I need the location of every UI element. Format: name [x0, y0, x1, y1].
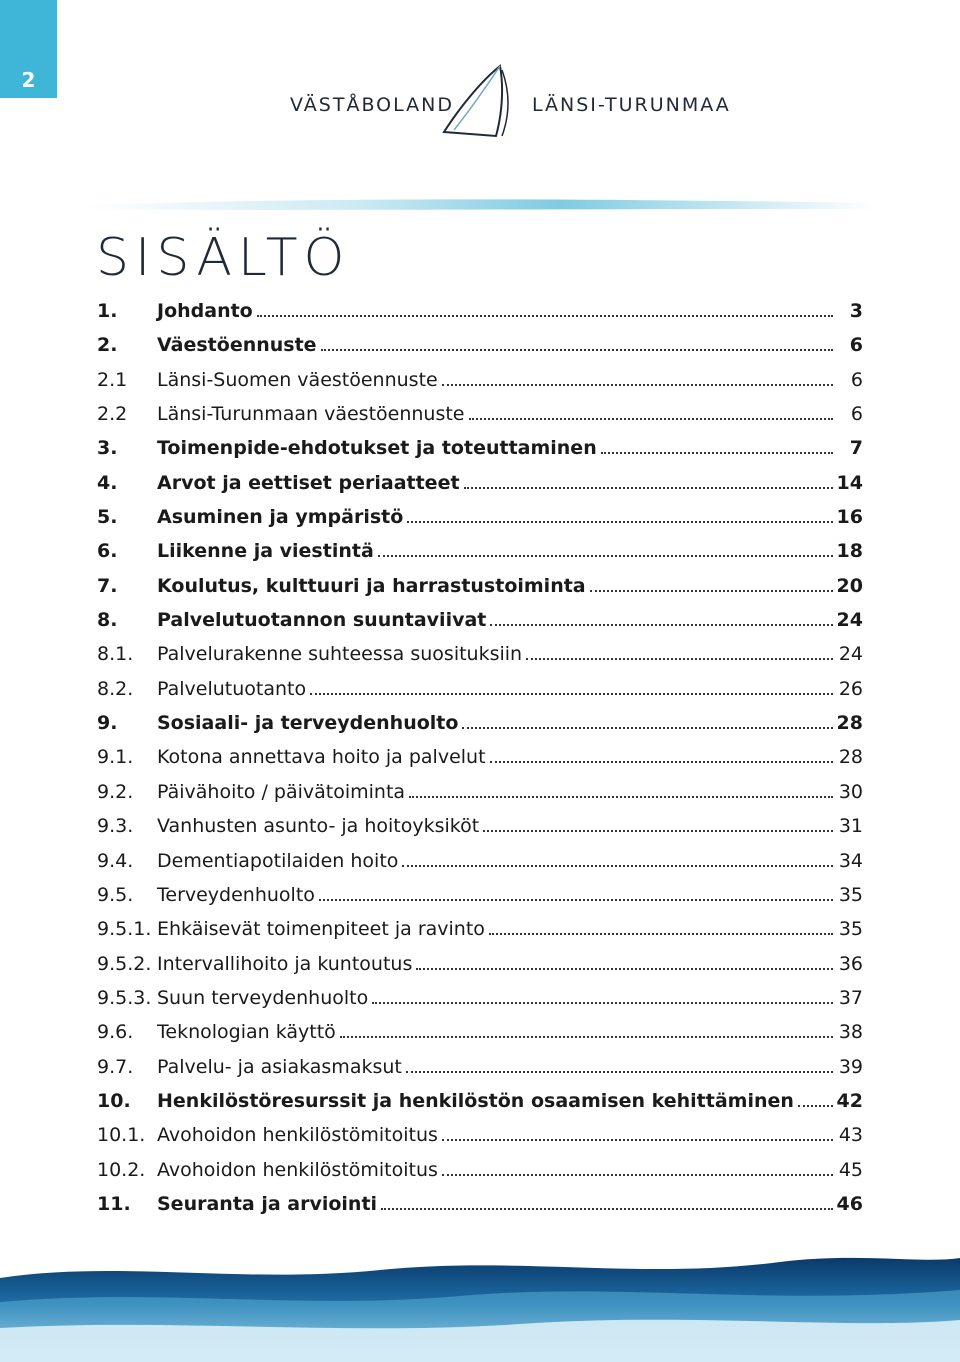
toc-entry-number: 4.	[97, 471, 118, 494]
toc-entry-label: Dementiapotilaiden hoito	[157, 849, 399, 872]
page-number: 2	[21, 68, 36, 92]
toc-entry-number: 9.7.	[97, 1055, 134, 1078]
toc-entry-page: 6	[850, 368, 863, 391]
toc-entry[interactable]	[97, 363, 863, 397]
toc-leader-dots	[442, 1174, 833, 1176]
toc-entry[interactable]	[97, 809, 863, 843]
toc-entry-page: 39	[838, 1055, 863, 1078]
toc-entry-number: 9.5.1.	[97, 918, 152, 941]
toc-leader-dots	[378, 555, 833, 557]
toc-entry-number: 6.	[97, 540, 118, 563]
toc-entry-page: 6	[850, 403, 863, 426]
toc-entry-label: Arvot ja eettiset periaatteet	[157, 471, 460, 494]
toc-entry-number: 9.	[97, 712, 118, 735]
toc-entry-page: 34	[838, 849, 863, 872]
toc-entry-page: 43	[838, 1124, 863, 1147]
toc-entry-page: 16	[836, 506, 863, 529]
toc-entry-number: 9.5.3.	[97, 986, 152, 1009]
toc-entry[interactable]	[97, 1050, 863, 1084]
toc-entry[interactable]	[97, 912, 863, 946]
toc-entry-page: 26	[838, 677, 863, 700]
toc-entry-number: 9.1.	[97, 746, 134, 769]
toc-entry-label: Palvelu- ja asiakasmaksut	[157, 1055, 402, 1078]
toc-entry-number: 9.3.	[97, 815, 134, 838]
toc-entry-number: 9.5.	[97, 883, 134, 906]
toc-entry-number: 1.	[97, 300, 118, 322]
toc-entry-number: 10.	[97, 1089, 131, 1112]
toc-leader-dots	[590, 590, 833, 592]
page-title: SISÄLTÖ	[96, 228, 351, 288]
toc-entry-number: 8.1.	[97, 643, 134, 666]
bottom-wave-decoration	[0, 1240, 960, 1362]
toc-leader-dots	[372, 1002, 833, 1004]
toc-entry-page: 3	[849, 300, 863, 322]
toc-entry[interactable]	[97, 1118, 863, 1152]
toc-entry[interactable]	[97, 844, 863, 878]
toc-leader-dots	[321, 349, 833, 351]
toc-entry-label: Vanhusten asunto- ja hoitoyksiköt	[157, 815, 480, 838]
toc-leader-dots	[340, 1036, 833, 1038]
toc-entry-label: Intervallihoito ja kuntoutus	[157, 952, 413, 975]
toc-entry[interactable]	[97, 603, 863, 637]
toc-entry[interactable]	[97, 672, 863, 706]
toc-entry-label: Suun terveydenhuolto	[157, 986, 369, 1009]
toc-entry-label: Asuminen ja ympäristö	[157, 506, 404, 529]
logo-text-swedish: VÄSTÅBOLAND	[290, 94, 454, 116]
toc-leader-dots	[319, 899, 833, 901]
toc-entry[interactable]	[97, 1153, 863, 1187]
toc-entry-number: 2.2	[97, 403, 128, 426]
toc-entry-page: 28	[836, 712, 863, 735]
toc-entry-number: 10.2.	[97, 1158, 146, 1181]
toc-entry-label: Teknologian käyttö	[157, 1021, 336, 1044]
toc-entry[interactable]	[97, 775, 863, 809]
toc-entry[interactable]	[97, 947, 863, 981]
toc-leader-dots	[483, 830, 833, 832]
toc-entry-page: 36	[838, 952, 863, 975]
toc-entry-number: 9.5.2.	[97, 952, 152, 975]
toc-entry-page: 6	[849, 334, 863, 357]
toc-entry[interactable]	[97, 1187, 863, 1221]
toc-entry-label: Avohoidon henkilöstömitoitus	[157, 1158, 438, 1181]
toc-leader-dots	[310, 693, 833, 695]
toc-entry-number: 11.	[97, 1192, 131, 1215]
toc-leader-dots	[406, 1071, 833, 1073]
sail-logo-icon	[440, 62, 516, 140]
toc-leader-dots	[407, 521, 832, 523]
toc-entry-label: Liikenne ja viestintä	[157, 540, 374, 563]
toc-entry-page: 7	[849, 437, 863, 460]
toc-entry-number: 8.	[97, 609, 118, 632]
toc-entry[interactable]	[97, 878, 863, 912]
toc-entry-number: 5.	[97, 506, 118, 529]
toc-entry-page: 24	[836, 609, 863, 632]
toc-entry-page: 24	[838, 643, 863, 666]
toc-entry-page: 30	[838, 780, 863, 803]
toc-entry-label: Seuranta ja arviointi	[157, 1192, 378, 1215]
toc-entry-page: 38	[838, 1021, 863, 1044]
toc-entry-number: 9.4.	[97, 849, 134, 872]
toc-entry[interactable]	[97, 1084, 863, 1118]
toc-entry-page: 28	[838, 746, 863, 769]
toc-leader-dots	[257, 315, 833, 317]
toc-leader-dots	[526, 658, 833, 660]
toc-entry-label: Terveydenhuolto	[157, 883, 315, 906]
toc-entry-number: 9.2.	[97, 780, 134, 803]
toc-entry-number: 7.	[97, 574, 118, 597]
toc-entry-label: Toimenpide-ehdotukset ja toteuttaminen	[157, 437, 597, 460]
toc-leader-dots	[381, 1208, 832, 1210]
toc-entry[interactable]	[97, 981, 863, 1015]
toc-entry[interactable]	[97, 294, 863, 328]
toc-entry-label: Ehkäisevät toimenpiteet ja ravinto	[157, 918, 485, 941]
toc-entry-page: 20	[836, 574, 863, 597]
toc-entry-label: Avohoidon henkilöstömitoitus	[157, 1124, 438, 1147]
toc-entry-page: 45	[838, 1158, 863, 1181]
toc-entry-page: 18	[836, 540, 863, 563]
toc-entry-label: Koulutus, kulttuuri ja harrastustoiminta	[157, 574, 586, 597]
page-number-tab	[0, 0, 57, 98]
toc-leader-dots	[442, 384, 833, 386]
toc-entry[interactable]	[97, 466, 863, 500]
toc-entry-label: Länsi-Turunmaan väestöennuste	[157, 403, 465, 426]
toc-entry[interactable]	[97, 740, 863, 774]
toc-entry[interactable]	[97, 1015, 863, 1049]
toc-entry[interactable]	[97, 637, 863, 671]
toc-entry-label: Väestöennuste	[157, 334, 317, 357]
toc-entry-number: 2.1	[97, 368, 128, 391]
toc-entry[interactable]	[97, 500, 863, 534]
toc-leader-dots	[601, 452, 833, 454]
top-wave-divider	[85, 195, 875, 213]
toc-entry-number: 9.6.	[97, 1021, 134, 1044]
toc-entry-page: 46	[836, 1192, 863, 1215]
toc-entry-number: 2.	[97, 334, 118, 357]
toc-leader-dots	[442, 1139, 833, 1141]
toc-entry-label: Palvelurakenne suhteessa suosituksiin	[157, 643, 523, 666]
toc-entry[interactable]	[97, 397, 863, 431]
toc-entry-number: 8.2.	[97, 677, 134, 700]
toc-leader-dots	[462, 727, 832, 729]
toc-entry-label: Päivähoito / päivätoiminta	[157, 780, 406, 803]
toc-entry-page: 35	[838, 918, 863, 941]
toc-entry-label: Palvelutuotannon suuntaviivat	[157, 609, 487, 632]
toc-entry[interactable]	[97, 534, 863, 568]
toc-entry[interactable]	[97, 431, 863, 465]
toc-leader-dots	[490, 624, 832, 626]
table-of-contents	[97, 294, 863, 1221]
toc-leader-dots	[490, 761, 833, 763]
toc-entry-page: 42	[836, 1089, 863, 1112]
toc-entry-label: Johdanto	[157, 300, 253, 322]
toc-leader-dots	[416, 968, 833, 970]
toc-entry-label: Länsi-Suomen väestöennuste	[157, 368, 438, 391]
toc-entry-page: 31	[838, 815, 863, 838]
toc-entry-label: Henkilöstöresurssit ja henkilöstön osaamisen kehittäminen	[157, 1089, 794, 1112]
toc-entry-label: Sosiaali- ja terveydenhuolto	[157, 712, 459, 735]
toc-entry-label: Palvelutuotanto	[157, 677, 307, 700]
toc-leader-dots	[469, 418, 834, 420]
toc-entry-page: 14	[836, 471, 863, 494]
logo-text-finnish: LÄNSI-TURUNMAA	[532, 94, 731, 116]
toc-entry-page: 37	[838, 986, 863, 1009]
toc-entry[interactable]	[97, 706, 863, 740]
toc-entry-label: Kotona annettava hoito ja palvelut	[157, 746, 486, 769]
toc-entry-number: 3.	[97, 437, 118, 460]
toc-leader-dots	[798, 1105, 833, 1107]
toc-leader-dots	[489, 933, 833, 935]
toc-leader-dots	[402, 865, 833, 867]
toc-leader-dots	[464, 487, 833, 489]
toc-entry[interactable]	[97, 328, 863, 362]
toc-entry-number: 10.1.	[97, 1124, 146, 1147]
toc-entry-page: 35	[838, 883, 863, 906]
toc-entry[interactable]	[97, 569, 863, 603]
toc-leader-dots	[409, 796, 833, 798]
